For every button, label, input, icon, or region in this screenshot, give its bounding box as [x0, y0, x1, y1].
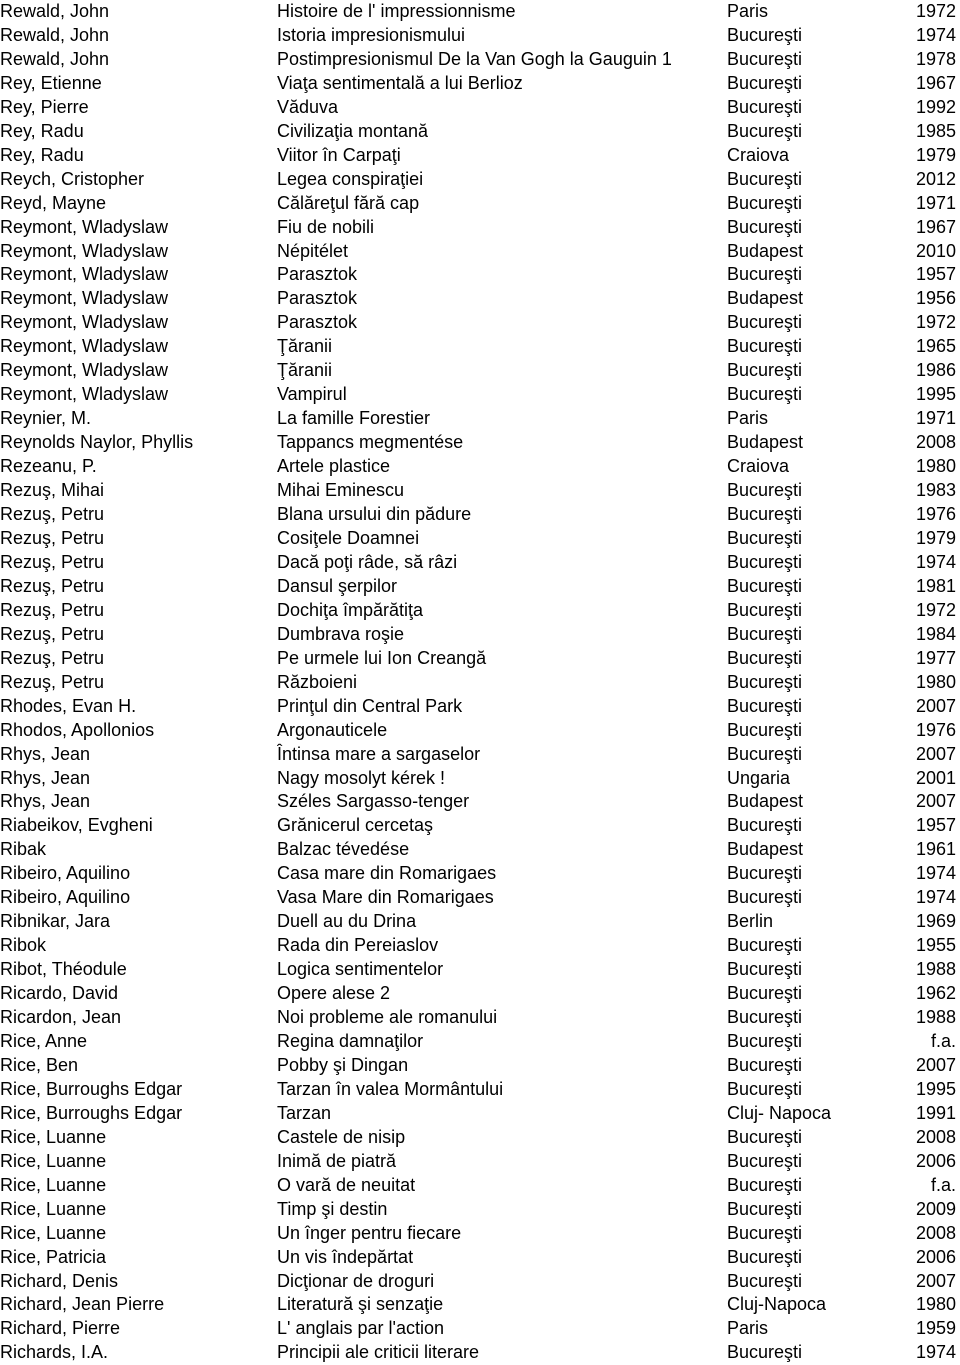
city-cell: Bucureşti — [727, 384, 803, 405]
table-row — [0, 958, 960, 982]
city-cell: Bucureşti — [727, 527, 803, 548]
title-cell: Argonauticele — [277, 719, 388, 740]
city-cell: Budapest — [727, 288, 804, 309]
title-cell: Timp şi destin — [277, 1198, 388, 1219]
author-cell: Rezuş, Petru — [0, 671, 105, 692]
city-cell: Bucureşti — [727, 935, 803, 956]
city-cell: Budapest — [727, 791, 804, 812]
table-row — [0, 72, 960, 96]
city-cell: Bucureşti — [727, 575, 803, 596]
city-cell: Bucureşti — [727, 96, 803, 117]
table-row — [0, 24, 960, 48]
year-cell: 2006 — [915, 1150, 956, 1171]
city-cell: Bucureşti — [727, 599, 803, 620]
city-cell: Bucureşti — [727, 264, 803, 285]
title-cell: Un vis îndepărtat — [277, 1246, 414, 1267]
title-cell: Balzac tévedése — [277, 839, 410, 860]
year-cell: 1955 — [915, 935, 956, 956]
title-cell: Călăreţul fără cap — [277, 192, 420, 213]
table-row — [0, 599, 960, 623]
year-cell: 1957 — [915, 815, 956, 836]
city-cell: Bucureşti — [727, 1222, 803, 1243]
table-row — [0, 192, 960, 216]
year-cell: 1978 — [915, 48, 956, 69]
title-cell: Istoria impresionismului — [277, 24, 466, 45]
author-cell: Reynolds Naylor, Phyllis — [0, 432, 194, 453]
table-row — [0, 862, 960, 886]
author-cell: Ricardon, Jean — [0, 1007, 122, 1028]
year-cell: 2006 — [915, 1246, 956, 1267]
year-cell: 2007 — [915, 743, 956, 764]
author-cell: Reymont, Wladyslaw — [0, 312, 169, 333]
city-cell: Bucureşti — [727, 1198, 803, 1219]
table-row — [0, 479, 960, 503]
title-cell: Vasa Mare din Romarigaes — [277, 887, 494, 908]
city-cell: Bucureşti — [727, 863, 803, 884]
author-cell: Rhys, Jean — [0, 767, 91, 788]
city-cell: Bucureşti — [727, 504, 803, 525]
author-cell: Reymont, Wladyslaw — [0, 360, 169, 381]
title-cell: Tarzan — [277, 1102, 332, 1123]
title-cell: Civilizaţia montană — [277, 120, 429, 141]
author-cell: Reymont, Wladyslaw — [0, 384, 169, 405]
table-row — [0, 216, 960, 240]
city-cell: Ungaria — [727, 767, 791, 788]
title-cell: Grănicerul cercetaş — [277, 815, 434, 836]
title-cell: Artele plastice — [277, 456, 391, 477]
title-cell: Vampirul — [277, 384, 347, 405]
author-cell: Rezuş, Mihai — [0, 480, 105, 501]
year-cell: 1979 — [915, 527, 956, 548]
author-cell: Rewald, John — [0, 24, 110, 45]
year-cell: 2001 — [915, 767, 956, 788]
title-cell: Tarzan în valea Mormântului — [277, 1078, 504, 1099]
author-cell: Richard, Pierre — [0, 1318, 121, 1339]
year-cell: 1967 — [915, 216, 956, 237]
table-row — [0, 719, 960, 743]
city-cell: Bucureşti — [727, 695, 803, 716]
author-cell: Rey, Radu — [0, 120, 84, 141]
year-cell: 1971 — [915, 408, 956, 429]
table-row — [0, 455, 960, 479]
author-cell: Rezuş, Petru — [0, 647, 105, 668]
table-row — [0, 1006, 960, 1030]
year-cell: 1976 — [915, 504, 956, 525]
year-cell: f.a. — [930, 1030, 956, 1051]
author-cell: Reymont, Wladyslaw — [0, 216, 169, 237]
title-cell: Inimă de piatră — [277, 1150, 397, 1171]
title-cell: Dicţionar de droguri — [277, 1270, 435, 1291]
city-cell: Paris — [727, 1, 769, 21]
table-row — [0, 1174, 960, 1198]
year-cell: 2008 — [915, 1222, 956, 1243]
author-cell: Reyd, Mayne — [0, 192, 107, 213]
table-row — [0, 287, 960, 311]
title-cell: Noi probleme ale romanului — [277, 1007, 498, 1028]
city-cell: Bucureşti — [727, 1030, 803, 1051]
table-row — [0, 311, 960, 335]
title-cell: Pobby şi Dingan — [277, 1054, 409, 1075]
city-cell: Bucureşti — [727, 360, 803, 381]
title-cell: Dacă poţi râde, să râzi — [277, 551, 458, 572]
year-cell: 1974 — [915, 24, 956, 45]
author-cell: Rhodes, Evan H. — [0, 695, 137, 716]
city-cell: Bucureşti — [727, 1078, 803, 1099]
author-cell: Ribok — [0, 935, 47, 956]
title-cell: Histoire de l' impressionnisme — [277, 1, 516, 21]
table-row — [0, 263, 960, 287]
year-cell: 1957 — [915, 264, 956, 285]
table-row — [0, 527, 960, 551]
title-cell: Literatură şi senzaţie — [277, 1294, 444, 1315]
author-cell: Rey, Radu — [0, 144, 84, 165]
title-cell: Népitélet — [277, 240, 349, 261]
city-cell: Bucureşti — [727, 551, 803, 572]
table-row — [0, 623, 960, 647]
title-cell: Un înger pentru fiecare — [277, 1222, 462, 1243]
table-row — [0, 1246, 960, 1270]
year-cell: 1979 — [915, 144, 956, 165]
table-row — [0, 503, 960, 527]
year-cell: 1961 — [915, 839, 956, 860]
year-cell: 1974 — [915, 1342, 956, 1363]
table-row — [0, 671, 960, 695]
table-row — [0, 1054, 960, 1078]
year-cell: 2012 — [915, 168, 956, 189]
title-cell: Dochiţa împărătiţa — [277, 599, 424, 620]
title-cell: Dumbrava roşie — [277, 623, 405, 644]
author-cell: Rice, Luanne — [0, 1126, 107, 1147]
city-cell: Bucureşti — [727, 192, 803, 213]
title-cell: Viitor în Carpaţi — [277, 144, 401, 165]
year-cell: 1988 — [915, 1007, 956, 1028]
year-cell: 1972 — [915, 599, 956, 620]
author-cell: Rewald, John — [0, 1, 110, 21]
table-row — [0, 120, 960, 144]
year-cell: 1972 — [915, 312, 956, 333]
title-cell: Nagy mosolyt kérek ! — [277, 767, 446, 788]
city-cell: Bucureşti — [727, 1246, 803, 1267]
title-cell: Blana ursului din pădure — [277, 504, 472, 525]
author-cell: Ribeiro, Aquilino — [0, 863, 131, 884]
author-cell: Ricardo, David — [0, 983, 119, 1004]
table-row — [0, 1126, 960, 1150]
city-cell: Bucureşti — [727, 1342, 803, 1363]
city-cell: Bucureşti — [727, 1270, 803, 1291]
author-cell: Rezuş, Petru — [0, 575, 105, 596]
table-row — [0, 168, 960, 192]
city-cell: Bucureşti — [727, 671, 803, 692]
author-cell: Ribot, Théodule — [0, 959, 127, 980]
author-cell: Rice, Burroughs Edgar — [0, 1102, 183, 1123]
author-cell: Rice, Luanne — [0, 1174, 107, 1195]
author-cell: Rey, Pierre — [0, 96, 89, 117]
author-cell: Reymont, Wladyslaw — [0, 240, 169, 261]
year-cell: 2007 — [915, 1270, 956, 1291]
city-cell: Bucureşti — [727, 983, 803, 1004]
table-row — [0, 767, 960, 791]
year-cell: 2008 — [915, 1126, 956, 1147]
title-cell: Legea conspiraţiei — [277, 168, 424, 189]
author-cell: Rice, Luanne — [0, 1150, 107, 1171]
table-row — [0, 359, 960, 383]
author-cell: Rice, Luanne — [0, 1198, 107, 1219]
title-cell: Logica sentimentelor — [277, 959, 444, 980]
city-cell: Bucureşti — [727, 887, 803, 908]
year-cell: 1959 — [915, 1318, 956, 1339]
city-cell: Bucureşti — [727, 1054, 803, 1075]
author-cell: Ribak — [0, 839, 47, 860]
table-row — [0, 431, 960, 455]
author-cell: Rhys, Jean — [0, 743, 91, 764]
author-cell: Rhys, Jean — [0, 791, 91, 812]
table-row — [0, 910, 960, 934]
author-cell: Rewald, John — [0, 48, 110, 69]
year-cell: 2008 — [915, 432, 956, 453]
title-cell: Pe urmele lui Ion Creangă — [277, 647, 487, 668]
author-cell: Reymont, Wladyslaw — [0, 264, 169, 285]
title-cell: Viaţa sentimentală a lui Berlioz — [277, 72, 523, 93]
author-cell: Riabeikov, Evgheni — [0, 815, 153, 836]
year-cell: 1988 — [915, 959, 956, 980]
title-cell: Postimpresionismul De la Van Gogh la Gauguin 1 — [277, 48, 672, 69]
year-cell: 2010 — [915, 240, 956, 261]
city-cell: Craiova — [727, 144, 790, 165]
title-cell: Parasztok — [277, 312, 358, 333]
year-cell: 1974 — [915, 887, 956, 908]
title-cell: Tappancs megmentése — [277, 432, 464, 453]
table-row — [0, 1222, 960, 1246]
title-cell: Rada din Pereiaslov — [277, 935, 439, 956]
city-cell: Paris — [727, 408, 769, 429]
title-cell: Principii ale criticii literare — [277, 1342, 480, 1363]
table-row — [0, 551, 960, 575]
table-row — [0, 814, 960, 838]
author-cell: Rezuş, Petru — [0, 504, 105, 525]
year-cell: 1980 — [915, 671, 956, 692]
author-cell: Rice, Ben — [0, 1054, 79, 1075]
author-cell: Richards, I.A. — [0, 1342, 109, 1363]
year-cell: 1995 — [915, 384, 956, 405]
title-cell: Văduva — [277, 96, 339, 117]
city-cell: Craiova — [727, 456, 790, 477]
title-cell: Parasztok — [277, 264, 358, 285]
title-cell: Opere alese 2 — [277, 983, 391, 1004]
city-cell: Bucureşti — [727, 216, 803, 237]
table-row — [0, 1078, 960, 1102]
city-cell: Bucureşti — [727, 48, 803, 69]
title-cell: Întinsa mare a sargaselor — [277, 743, 481, 764]
author-cell: Reymont, Wladyslaw — [0, 336, 169, 357]
author-cell: Rice, Burroughs Edgar — [0, 1078, 183, 1099]
year-cell: 2007 — [915, 695, 956, 716]
year-cell: 1972 — [915, 1, 956, 21]
city-cell: Bucureşti — [727, 815, 803, 836]
author-cell: Reymont, Wladyslaw — [0, 288, 169, 309]
table-row — [0, 335, 960, 359]
table-row — [0, 790, 960, 814]
author-cell: Ribeiro, Aquilino — [0, 887, 131, 908]
year-cell: 1971 — [915, 192, 956, 213]
title-cell: Fiu de nobili — [277, 216, 375, 237]
author-cell: Rey, Etienne — [0, 72, 102, 93]
year-cell: 1974 — [915, 863, 956, 884]
author-cell: Richard, Jean Pierre — [0, 1294, 165, 1315]
table-row — [0, 1102, 960, 1126]
author-cell: Reynier, M. — [0, 408, 92, 429]
table-row — [0, 407, 960, 431]
year-cell: 2009 — [915, 1198, 956, 1219]
table-row — [0, 48, 960, 72]
title-cell: Cosiţele Doamnei — [277, 527, 420, 548]
year-cell: 1984 — [915, 623, 956, 644]
author-cell: Rice, Luanne — [0, 1222, 107, 1243]
table-row — [0, 96, 960, 120]
city-cell: Bucureşti — [727, 1150, 803, 1171]
city-cell: Bucureşti — [727, 480, 803, 501]
author-cell: Rhodos, Apollonios — [0, 719, 155, 740]
city-cell: Bucureşti — [727, 312, 803, 333]
year-cell: 1969 — [915, 911, 956, 932]
year-cell: 2007 — [915, 791, 956, 812]
city-cell: Bucureşti — [727, 1126, 803, 1147]
city-cell: Budapest — [727, 432, 804, 453]
year-cell: 1992 — [915, 96, 956, 117]
table-row — [0, 1293, 960, 1317]
title-cell: Războieni — [277, 671, 358, 692]
title-cell: Parasztok — [277, 288, 358, 309]
table-row — [0, 647, 960, 671]
year-cell: 1985 — [915, 120, 956, 141]
city-cell: Bucureşti — [727, 743, 803, 764]
city-cell: Cluj-Napoca — [727, 1294, 827, 1315]
title-cell: Duell au du Drina — [277, 911, 417, 932]
year-cell: 1977 — [915, 647, 956, 668]
title-cell: Prinţul din Central Park — [277, 695, 463, 716]
city-cell: Bucureşti — [727, 959, 803, 980]
year-cell: 1956 — [915, 288, 956, 309]
title-cell: Ţăranii — [277, 360, 333, 381]
year-cell: 1967 — [915, 72, 956, 93]
author-cell: Reych, Cristopher — [0, 168, 145, 189]
table-row — [0, 838, 960, 862]
table-row — [0, 743, 960, 767]
author-cell: Rice, Anne — [0, 1030, 88, 1051]
year-cell: 1976 — [915, 719, 956, 740]
city-cell: Bucureşti — [727, 1174, 803, 1195]
author-cell: Rezuş, Petru — [0, 623, 105, 644]
city-cell: Bucureşti — [727, 1007, 803, 1028]
table-row — [0, 1030, 960, 1054]
year-cell: 1980 — [915, 1294, 956, 1315]
table-row — [0, 934, 960, 958]
table-row — [0, 886, 960, 910]
year-cell: 1981 — [915, 575, 956, 596]
author-cell: Ribnikar, Jara — [0, 911, 111, 932]
table-row — [0, 383, 960, 407]
year-cell: 1991 — [915, 1102, 956, 1123]
title-cell: Dansul şerpilor — [277, 575, 398, 596]
year-cell: 1965 — [915, 336, 956, 357]
table-row — [0, 240, 960, 264]
table-row — [0, 695, 960, 719]
table-row — [0, 1317, 960, 1341]
city-cell: Bucureşti — [727, 336, 803, 357]
year-cell: 1986 — [915, 360, 956, 381]
title-cell: Ţăranii — [277, 336, 333, 357]
author-cell: Rezuş, Petru — [0, 599, 105, 620]
city-cell: Bucureşti — [727, 647, 803, 668]
city-cell: Cluj- Napoca — [727, 1102, 832, 1123]
author-cell: Richard, Denis — [0, 1270, 119, 1291]
year-cell: f.a. — [930, 1174, 956, 1195]
city-cell: Paris — [727, 1318, 769, 1339]
city-cell: Berlin — [727, 911, 774, 932]
year-cell: 2007 — [915, 1054, 956, 1075]
city-cell: Budapest — [727, 839, 804, 860]
author-cell: Rezuş, Petru — [0, 551, 105, 572]
author-cell: Rezeanu, P. — [0, 456, 97, 477]
table-row — [0, 144, 960, 168]
year-cell: 1962 — [915, 983, 956, 1004]
table-row — [0, 1341, 960, 1365]
title-cell: Casa mare din Romarigaes — [277, 863, 497, 884]
table-row — [0, 1198, 960, 1222]
table-row — [0, 575, 960, 599]
city-cell: Bucureşti — [727, 120, 803, 141]
author-cell: Rezuş, Petru — [0, 527, 105, 548]
year-cell: 1995 — [915, 1078, 956, 1099]
city-cell: Bucureşti — [727, 168, 803, 189]
city-cell: Bucureşti — [727, 24, 803, 45]
year-cell: 1983 — [915, 480, 956, 501]
table-row — [0, 982, 960, 1006]
title-cell: O vară de neuitat — [277, 1174, 416, 1195]
year-cell: 1980 — [915, 456, 956, 477]
table-row — [0, 1270, 960, 1294]
title-cell: Castele de nisip — [277, 1126, 406, 1147]
title-cell: Regina damnaţilor — [277, 1030, 424, 1051]
author-cell: Rice, Patricia — [0, 1246, 107, 1267]
city-cell: Bucureşti — [727, 623, 803, 644]
title-cell: Mihai Eminescu — [277, 480, 405, 501]
city-cell: Bucureşti — [727, 72, 803, 93]
title-cell: La famille Forestier — [277, 408, 431, 429]
city-cell: Budapest — [727, 240, 804, 261]
year-cell: 1974 — [915, 551, 956, 572]
title-cell: L' anglais par l'action — [277, 1318, 444, 1339]
title-cell: Széles Sargasso-tenger — [277, 791, 470, 812]
table-row — [0, 0, 960, 24]
table-row — [0, 1150, 960, 1174]
city-cell: Bucureşti — [727, 719, 803, 740]
